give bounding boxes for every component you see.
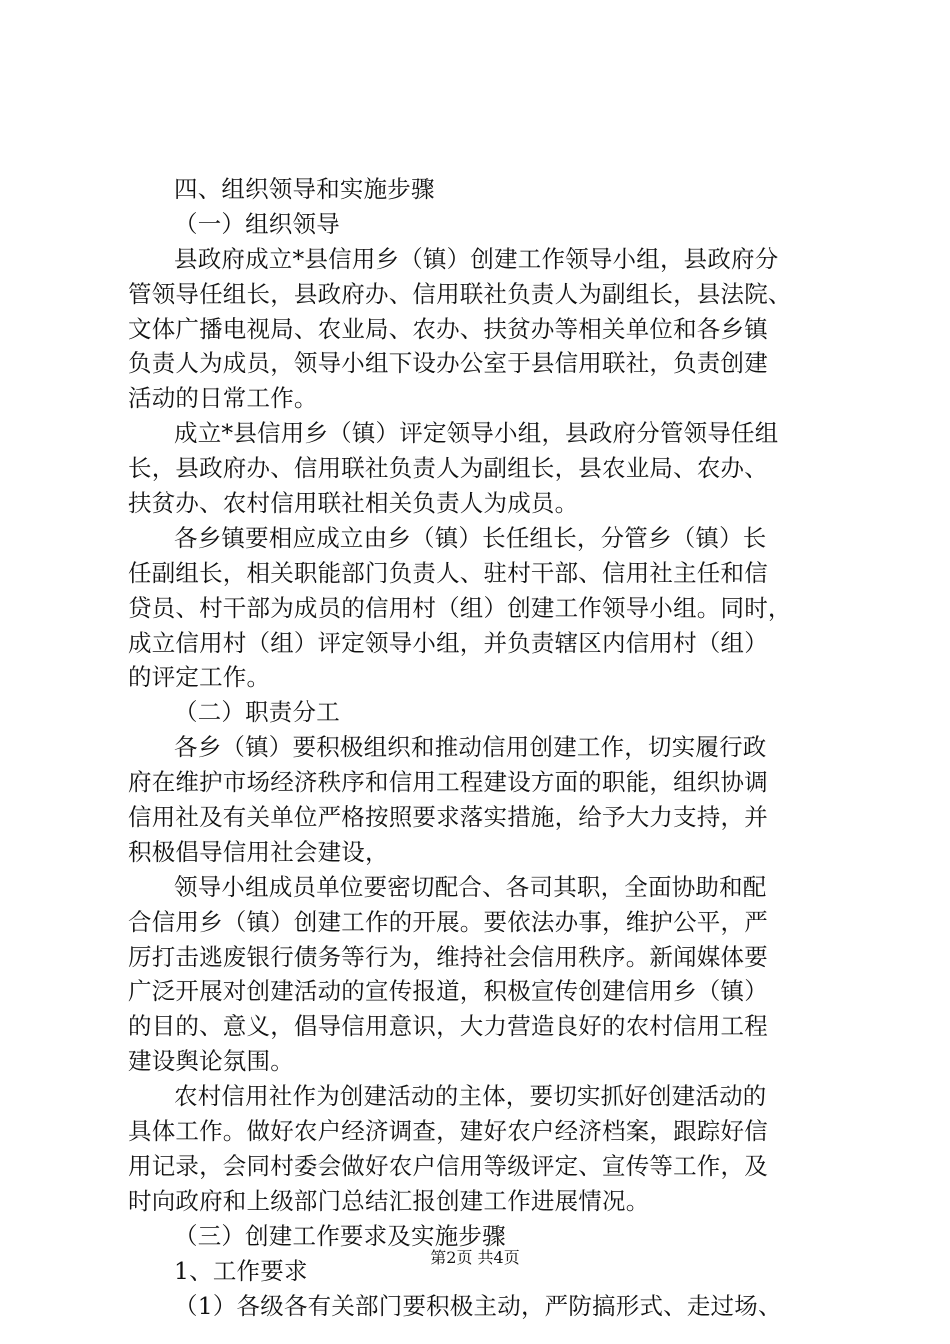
text-line: （二）职责分工 xyxy=(174,698,340,727)
text-line: 贷员、村干部为成员的信用村（组）创建工作领导小组。同时， xyxy=(128,593,792,622)
text-line: 时向政府和上级部门总结汇报创建工作进展情况。 xyxy=(128,1186,650,1215)
text-line: 信用社及有关单位严格按照要求落实措施，给予大力支持，并 xyxy=(128,803,768,832)
text-line: 各乡镇要相应成立由乡（镇）长任组长，分管乡（镇）长 xyxy=(174,523,767,552)
text-line: 农村信用社作为创建活动的主体，要切实抓好创建活动的 xyxy=(174,1082,767,1111)
text-line: 建设舆论氛围。 xyxy=(128,1047,294,1076)
text-line: 管领导任组长，县政府办、信用联社负责人为副组长，县法院、 xyxy=(128,279,792,308)
text-line: 广泛开展对创建活动的宣传报道，积极宣传创建信用乡（镇） xyxy=(128,977,768,1006)
text-line: 成立*县信用乡（镇）评定领导小组，县政府分管领导任组 xyxy=(174,419,779,448)
text-line: 1、工作要求 xyxy=(174,1256,308,1285)
text-line: 各乡（镇）要积极组织和推动信用创建工作，切实履行政 xyxy=(174,733,767,762)
text-line: （三）创建工作要求及实施步骤 xyxy=(174,1221,506,1250)
text-line: 任副组长，相关职能部门负责人、驻村干部、信用社主任和信 xyxy=(128,558,768,587)
text-line: 四、组织领导和实施步骤 xyxy=(174,175,435,203)
text-line: 厉打击逃废银行债务等行为，维持社会信用秩序。新闻媒体要 xyxy=(128,942,768,971)
text-line: 用记录，会同村委会做好农户信用等级评定、宣传等工作，及 xyxy=(128,1151,768,1180)
text-line: 成立信用村（组）评定领导小组，并负责辖区内信用村（组） xyxy=(128,628,768,657)
text-line: （1）各级各有关部门要积极主动，严防搞形式、走过场、 xyxy=(174,1291,782,1320)
text-line: 的目的、意义，倡导信用意识，大力营造良好的农村信用工程 xyxy=(128,1012,768,1041)
document-body xyxy=(128,172,838,1323)
text-line: 文体广播电视局、农业局、农办、扶贫办等相关单位和各乡镇 xyxy=(128,314,768,343)
text-line: 扶贫办、农村信用联社相关负责人为成员。 xyxy=(128,489,579,518)
text-line: 积极倡导信用社会建设， xyxy=(128,837,389,866)
text-line: 活动的日常工作。 xyxy=(128,384,318,413)
page-footer: 第2页 共4页 xyxy=(430,1248,520,1267)
text-line: 府在维护市场经济秩序和信用工程建设方面的职能，组织协调 xyxy=(128,768,768,797)
text-line: 合信用乡（镇）创建工作的开展。要依法办事，维护公平，严 xyxy=(128,907,768,936)
text-line: 县政府成立*县信用乡（镇）创建工作领导小组，县政府分 xyxy=(174,244,779,273)
text-line: 长，县政府办、信用联社负责人为副组长，县农业局、农办、 xyxy=(128,454,768,483)
text-line: （一）组织领导 xyxy=(174,209,340,238)
text-line: 领导小组成员单位要密切配合、各司其职，全面协助和配 xyxy=(174,872,767,901)
text-line: 负责人为成员，领导小组下设办公室于县信用联社，负责创建 xyxy=(128,349,768,378)
text-line: 的评定工作。 xyxy=(128,663,271,692)
text-line: 具体工作。做好农户经济调查，建好农户经济档案，跟踪好信 xyxy=(128,1117,768,1146)
